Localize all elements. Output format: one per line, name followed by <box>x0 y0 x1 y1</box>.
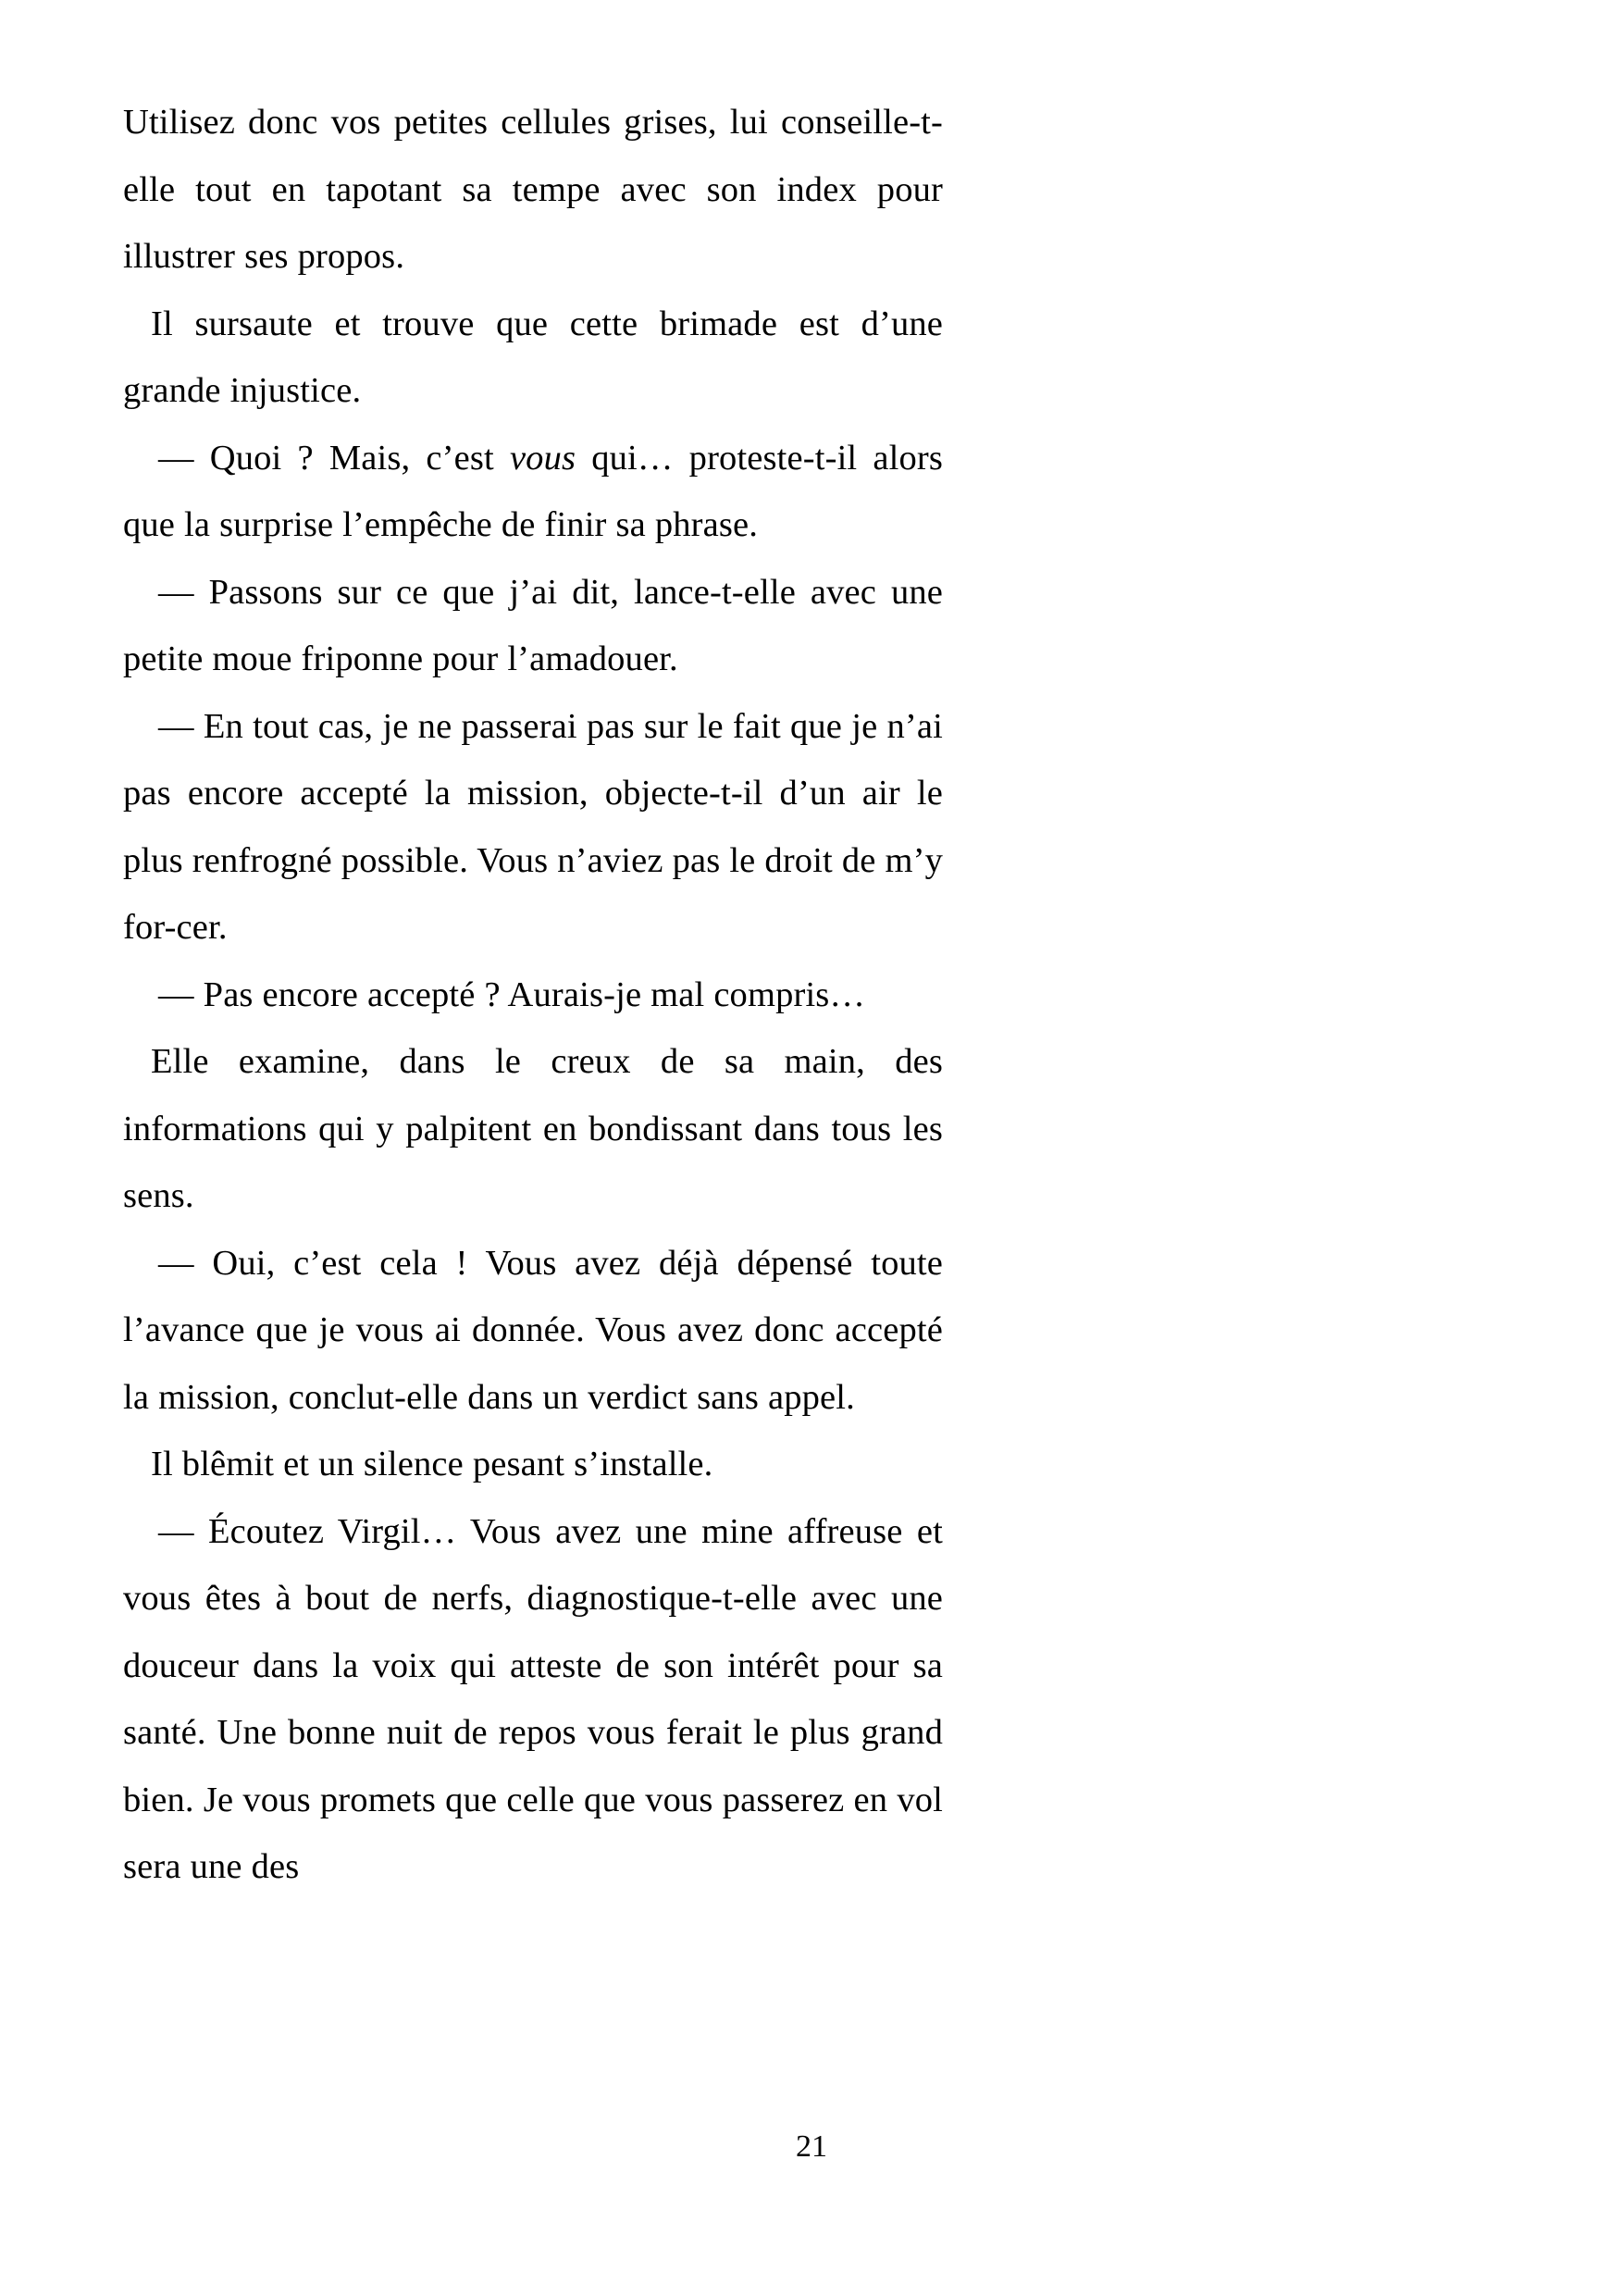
paragraph-dialogue-ecoutez-virgil: — Écoutez Virgil… Vous avez une mine affreuse et vous êtes à bout de nerfs, diagnostique-t-elle avec une douceur dans la voix qui atteste de son intérêt pour sa santé. Une bonne nuit de repos vous ferait le plus grand bien. Je vous promets que celle que vous passerez en vol sera une des <box>123 1511 943 1886</box>
paragraph-il-blemit: Il blêmit et un silence pesant s’installe. <box>151 1445 713 1483</box>
emphasis-vous: vous <box>509 438 576 478</box>
paragraph-continued: Utilisez donc vos petites cellules grises, lui conseille-t-elle tout en tapotant sa tempe avec son index pour illustrer ses propos. <box>123 103 943 276</box>
paragraph-dialogue-quoi <box>123 425 943 559</box>
dialogue-text-before-emphasis: — Quoi ? Mais, c’est <box>158 438 510 478</box>
paragraph-il-sursaute: Il sursaute et trouve que cette brimade est d’une grande injustice. <box>123 304 943 410</box>
dialogue-text-after-emphasis: qui… proteste-t-il alors que la surprise l’empêche de finir sa phrase. <box>123 438 943 544</box>
page-number: 21 <box>796 2129 827 2164</box>
paragraph-dialogue-passons: — Passons sur ce que j’ai dit, lance-t-elle avec une petite moue friponne pour l’amadouer. <box>123 572 943 678</box>
paragraph-dialogue-en-tout-cas: — En tout cas, je ne passerai pas sur le fait que je n’ai pas encore accepté la mission, objecte-t-il d’un air le plus renfrogné possible. Vous n’aviez pas le droit de m’y for-cer. <box>123 706 943 947</box>
text-block <box>123 89 943 1901</box>
paragraph-elle-examine: Elle examine, dans le creux de sa main, des informations qui y palpitent en bondissant dans tous les sens. <box>123 1042 943 1215</box>
paragraph-dialogue-pas-encore-accepte: — Pas encore accepté ? Aurais-je mal compris… <box>158 974 866 1014</box>
paragraph-dialogue-oui-cest-cela: — Oui, c’est cela ! Vous avez déjà dépensé toute l’avance que je vous ai donnée. Vous avez donc accepté la mission, conclut-elle dans un verdict sans appel. <box>123 1243 943 1417</box>
